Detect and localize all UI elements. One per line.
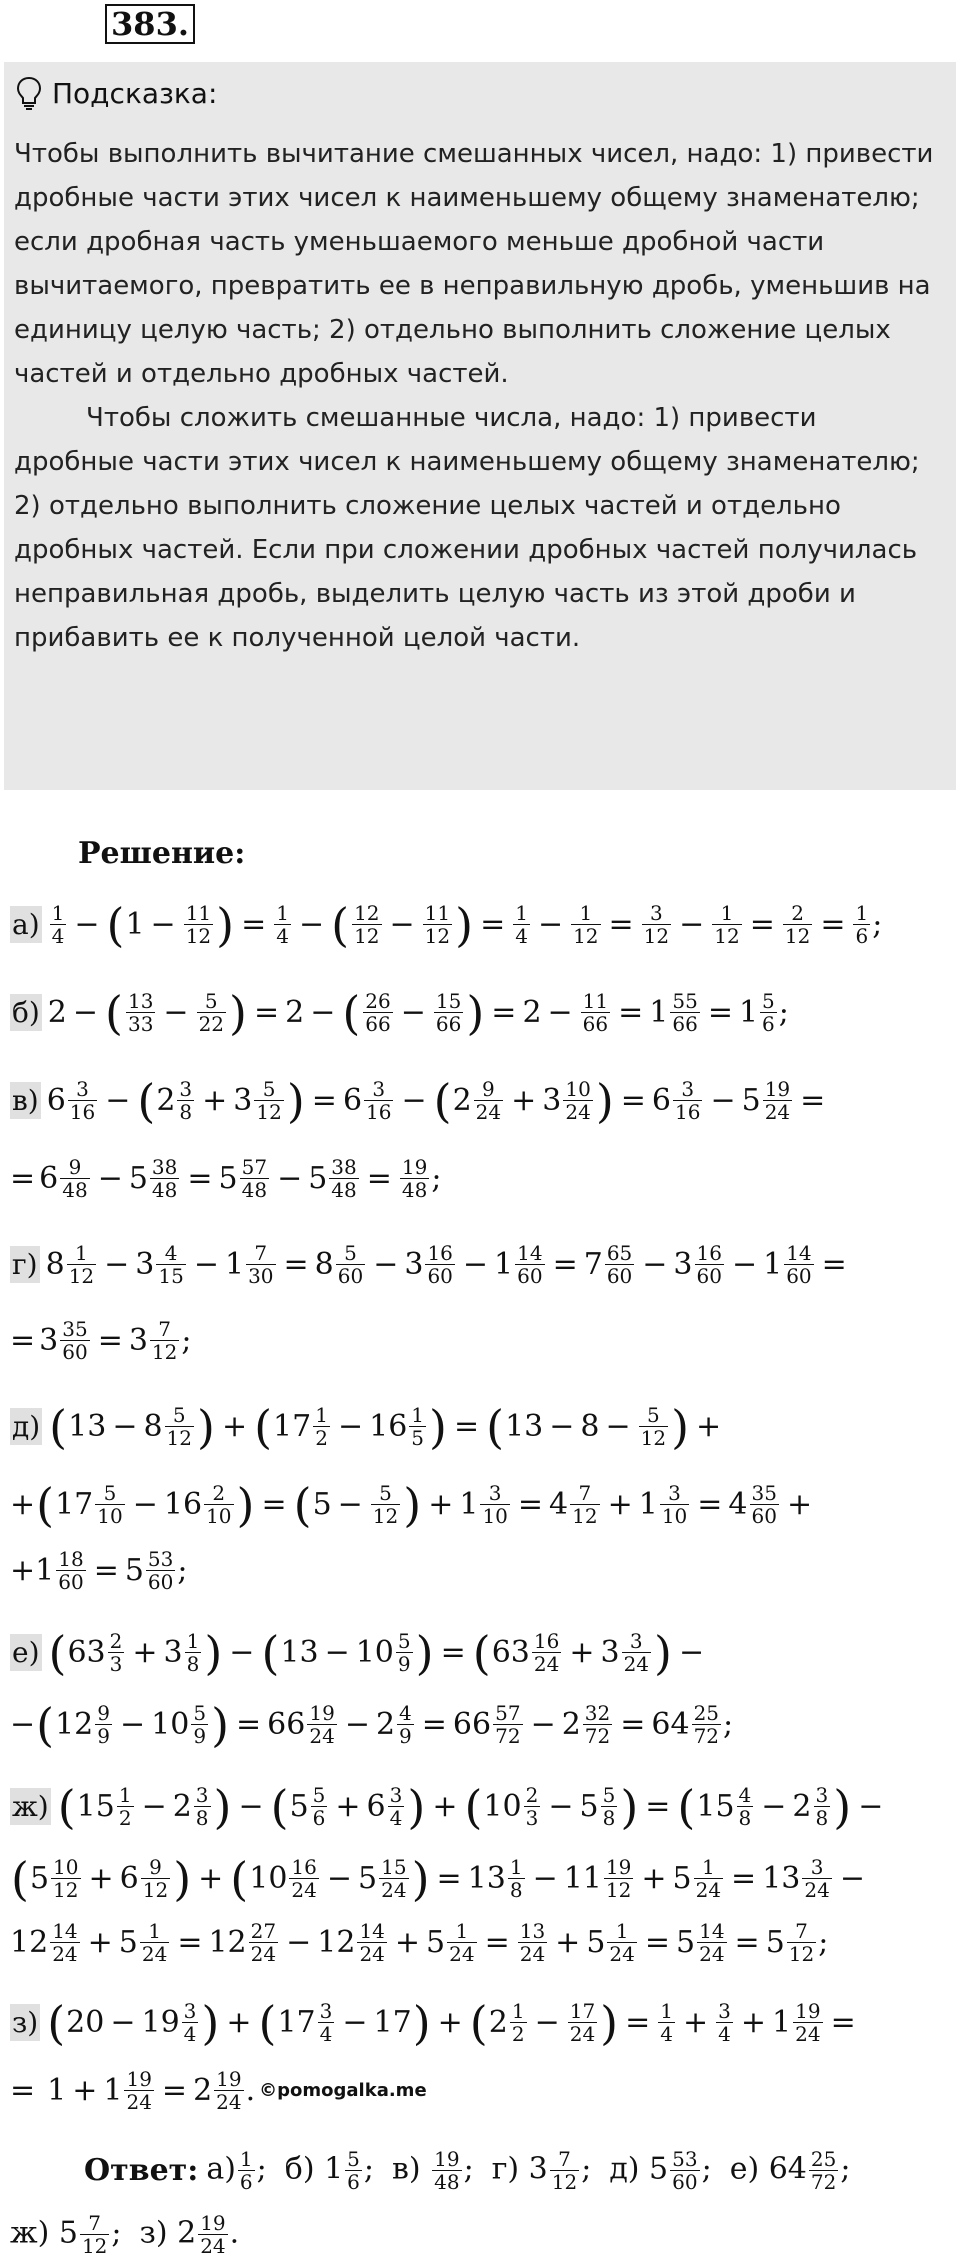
item-label-d: д) bbox=[12, 1410, 41, 1443]
solution-line-e-1: е) ( 63 2 3 + 3 $\frac{1}{8}$ ) − ( 13 − 10 $\frac{5}{9}$ ) = ( 63 16 24 + 3 $\frac{3}{24}$ ) − bbox=[12, 1625, 705, 1680]
answer-e: е) 64 $\frac{25}{72}$ ; bbox=[729, 2147, 851, 2194]
answer-label: Ответ: bbox=[84, 2153, 199, 2188]
solution-line-z-2: = 1 + 1 $\frac{19}{24}$ = 2 $\frac{19}{24}$ . ©pomogalka.me bbox=[10, 2067, 427, 2114]
answer-g: г) 3 $\frac{7}{12}$ ; bbox=[491, 2147, 592, 2194]
answer-z: з) 2 $\frac{19}{24}$ . bbox=[139, 2211, 240, 2258]
solution-line-zh-2: ( 5 10 12 + 6 $\frac{9}{12}$ ) + ( 10 16 24 − 5 $\frac{15}{24}$ ) = 13 $\frac{1}{8}$ − 11 $\frac{19}{12}$ + 5 $\frac{1}{24}$ = 13 $\frac{3}{24}$ − bbox=[11, 1851, 865, 1906]
item-label-e: е) bbox=[12, 1636, 40, 1669]
answer-line-2 bbox=[10, 2212, 954, 2257]
answer-a: а) $\frac{1}{6}$ ; bbox=[206, 2147, 267, 2194]
hint-paragraph-2: Чтобы сложить смешанные числа, надо: 1) привести дробные части этих чисел к наименьшему общему знаменателю; 2) отдельно выполнить сложение целых частей и отдельно дробных частей. Если при сложении дробных частей получилась неправильная дробь, выделить целую часть из этой дроби и прибавить ее к полученной целой части. bbox=[14, 403, 920, 653]
solution-line-v-1: в) 6 3 16 − ( 2 3 8 + 3 $\frac{5}{12}$ ) = 6 $\frac{3}{16}$ − ( 2 9 24 + 3 $\frac{10}{24}$ ) = 6 $\frac{3}{16}$ − 5 $\frac{19}{24}$ = bbox=[12, 1073, 826, 1128]
solution-line-a: а) 1 4 − ( 1 − $\frac{11}{12}$ ) = $\frac{1}{4}$ − ( 12 12 − $\frac{11}{12}$ ) = $\frac{1}{4}$ − $\frac{1}{12}$ = $\frac{3}{12}$ − $\frac{1}{12}$ = $\frac{2}{12}$ = $\frac{1}{6}$ ; bbox=[12, 897, 883, 952]
watermark: ©pomogalka.me bbox=[259, 2080, 427, 2101]
answer-d: д) 5 $\frac{53}{60}$ ; bbox=[609, 2147, 712, 2194]
solution-line-zh-3: 12 14 24 + 5 $\frac{1}{24}$ = 12 $\frac{27}{24}$ − 12 $\frac{14}{24}$ + 5 $\frac{1}{24}$ = $\frac{13}{24}$ + 5 $\frac{1}{24}$ = 5 $\frac{14}{24}$ = 5 $\frac{7}{12}$ ; bbox=[10, 1919, 829, 1966]
hint-text bbox=[14, 132, 944, 660]
task-number: 383. bbox=[105, 4, 195, 44]
item-label-zh: ж) bbox=[12, 1790, 49, 1823]
lightbulb-icon bbox=[16, 76, 42, 110]
solution-line-e-2: − ( 12 9 9 − 10 $\frac{5}{9}$ ) = 66 $\frac{19}{24}$ − 2 $\frac{4}{9}$ = 66 $\frac{57}{72}$ − 2 $\frac{32}{72}$ = 64 $\frac{25}{72}$ ; bbox=[10, 1697, 734, 1752]
hint-box bbox=[4, 62, 956, 790]
solution-line-z-1: з) ( 20 − 19 $\frac{3}{4}$ ) + ( 17 3 4 − 17 ) + ( 2 1 2 − $\frac{17}{24}$ ) = $\frac{1}{4}$ + $\frac{3}{4}$ + 1 $\frac{19}{24}$ = bbox=[12, 1995, 856, 2050]
item-label-z: з) bbox=[12, 2006, 39, 2039]
answer-b: б) 1 $\frac{5}{6}$ ; bbox=[284, 2147, 374, 2194]
solution-title: Решение: bbox=[78, 836, 246, 871]
item-label-b: б) bbox=[12, 996, 40, 1029]
solution-line-d-3: +1 $\frac{18}{60}$ = 5 $\frac{53}{60}$ ; bbox=[10, 1547, 188, 1594]
answer-v: в) $\frac{19}{48}$ ; bbox=[392, 2147, 474, 2194]
item-label-g: г) bbox=[12, 1248, 38, 1281]
solution-line-g-1: г) 8 1 12 − 3 $\frac{4}{15}$ − 1 $\frac{7}{30}$ = 8 $\frac{5}{60}$ − 3 $\frac{16}{60}$ − 1 $\frac{14}{60}$ = 7 $\frac{65}{60}$ − 3 $\frac{16}{60}$ − 1 $\frac{14}{60}$ = bbox=[12, 1241, 847, 1288]
solution-line-d-2: + ( 17 5 10 − 16 $\frac{2}{10}$ ) = ( 5 − $\frac{5}{12}$ ) + 1 $\frac{3}{10}$ = 4 $\frac{7}{12}$ + 1 $\frac{3}{10}$ = 4 $\frac{35}{60}$ + bbox=[10, 1477, 813, 1532]
answer-line-1 bbox=[84, 2148, 954, 2193]
solution-line-v-2: = 6 9 48 − 5 $\frac{38}{48}$ = 5 $\frac{57}{48}$ − 5 $\frac{38}{48}$ = $\frac{19}{48}$ ; bbox=[10, 1155, 442, 1202]
hint-title: Подсказка: bbox=[52, 76, 218, 110]
solution-line-g-2: = 3 $\frac{35}{60}$ = 3 $\frac{7}{12}$ ; bbox=[10, 1317, 192, 1364]
hint-paragraph-1: Чтобы выполнить вычитание смешанных чисел, надо: 1) привести дробные части этих чисел к наименьшему общему знаменателю; если дробная часть уменьшаемого меньше дробной части вычитаемого, превратить ее в неправильную дробь, уменьшив на единицу целую часть; 2) отдельно выполнить сложение целых частей и отдельно дробных частей. bbox=[14, 139, 934, 389]
solution-line-zh-1: ж) ( 15 1 2 − 2 $\frac{3}{8}$ ) − ( 5 5 6 + 6 $\frac{3}{4}$ ) + ( 10 2 3 − 5 $\frac{5}{8}$ ) = ( 15 4 8 − 2 $\frac{3}{8}$ ) − bbox=[12, 1779, 884, 1834]
solution-line-d-1: д) ( 13 − 8 $\frac{5}{12}$ ) + ( 17 1 2 − 16 $\frac{1}{5}$ ) = ( 13 − 8 − $\frac{5}{12}$ ) + bbox=[12, 1399, 722, 1454]
item-label-v: в) bbox=[12, 1084, 39, 1117]
answer-zh: ж) 5 $\frac{7}{12}$ ; bbox=[10, 2211, 122, 2258]
item-label-a: а) bbox=[12, 908, 40, 941]
solution-line-b: б) 2 − ( 13 33 − $\frac{5}{22}$ ) = 2 − ( 26 66 − $\frac{15}{66}$ ) = 2 − $\frac{11}{66}$ = 1 $\frac{55}{66}$ = 1 $\frac{5}{6}$ ; bbox=[12, 985, 789, 1040]
hint-header bbox=[16, 76, 217, 110]
